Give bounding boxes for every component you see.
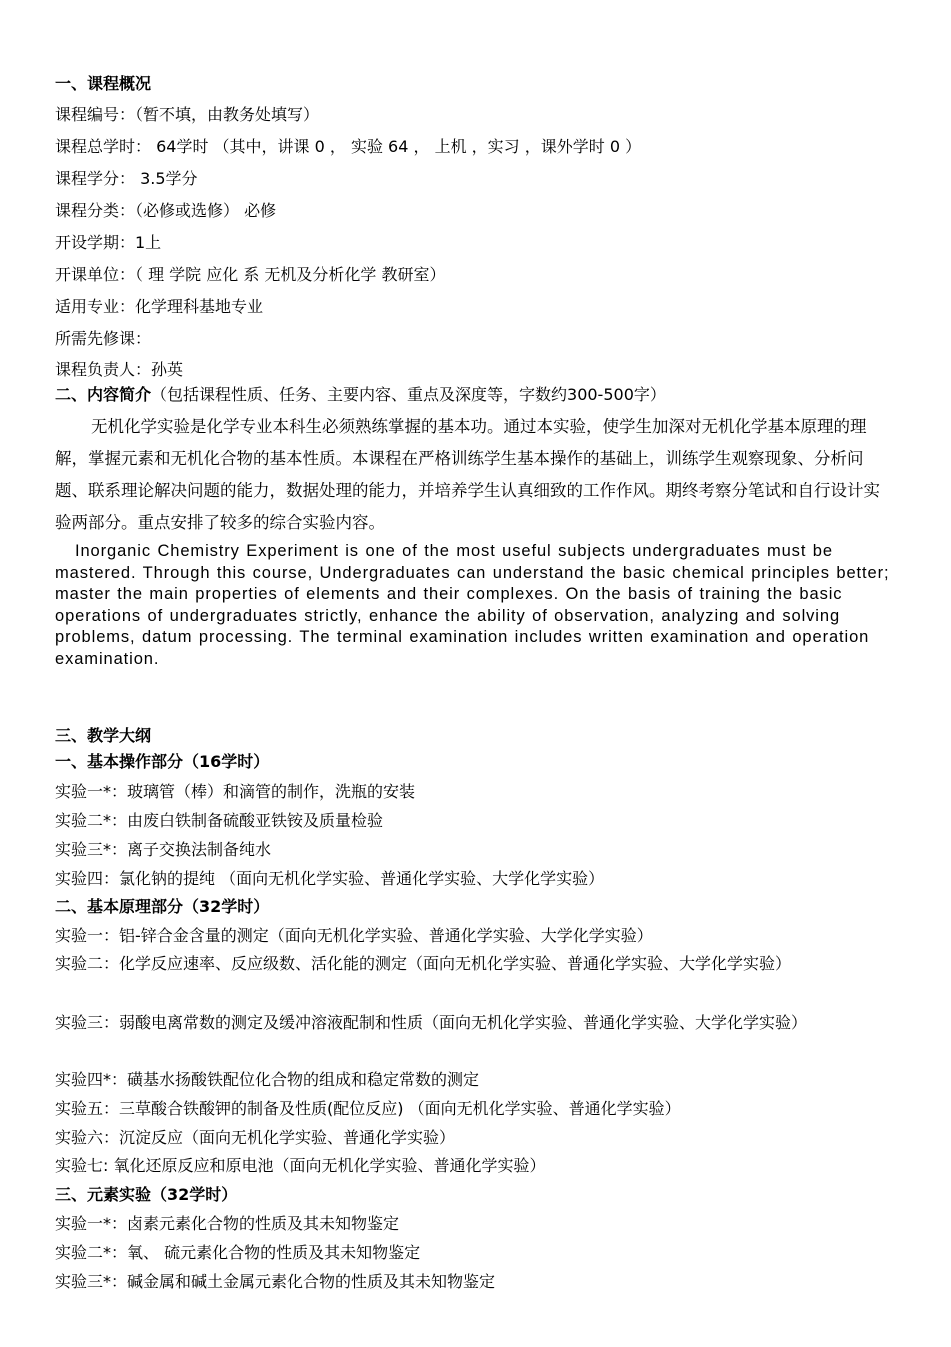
- course-hours: 课程总学时： 64学时 （其中，讲课 0 ， 实验 64 ， 上机 ，实习 ，课外学时 0 ）: [55, 137, 642, 156]
- course-major: 适用专业：化学理科基地专业: [55, 297, 264, 316]
- course-prerequisite: 所需先修课：: [55, 329, 152, 348]
- part1-item: 实验三*：离子交换法制备纯水: [55, 840, 272, 859]
- course-category: 课程分类：（必修或选修） 必修: [55, 201, 277, 220]
- course-unit: 开课单位：（ 理 学院 应化 系 无机及分析化学 教研室）: [55, 265, 446, 284]
- part2-item: 实验一：铝-锌合金含量的测定（面向无机化学实验、普通化学实验、大学化学实验）: [55, 926, 653, 945]
- english-intro-text: Inorganic Chemistry Experiment is one of the most useful subjects undergraduates must be mastered. Through this course, Undergraduates can understand the basic chemical principles better; master the main properties of elements and their complexes. On the basis of training the basic operations of undergraduates strictly, enhance the ability of observation, analyzing and solving problems, datum processing. The terminal examination includes written examination and operation examination.: [55, 542, 890, 668]
- part2-item: 实验五：三草酸合铁酸钾的制备及性质(配位反应) （面向无机化学实验、普通化学实验）: [55, 1099, 681, 1118]
- part1-item: 实验一*：玻璃管（棒）和滴管的制作，洗瓶的安装: [55, 782, 416, 801]
- course-code: 课程编号：（暂不填，由教务处填写）: [55, 105, 320, 124]
- part2-item: 实验六：沉淀反应（面向无机化学实验、普通化学实验）: [55, 1128, 456, 1147]
- course-leader: 课程负责人：孙英: [55, 360, 184, 379]
- course-semester: 开设学期：1上: [55, 233, 162, 252]
- section1-heading: 一、课程概况: [55, 74, 152, 93]
- section2-heading: 二、内容简介: [55, 385, 152, 404]
- part3-item: 实验二*：氧、 硫元素化合物的性质及其未知物鉴定: [55, 1243, 421, 1262]
- part2-title: 二、基本原理部分（32学时）: [55, 897, 270, 916]
- part2-item: 实验二：化学反应速率、反应级数、活化能的测定（面向无机化学实验、普通化学实验、大学化学实验）: [55, 954, 792, 973]
- part1-item: 实验四：氯化钠的提纯 （面向无机化学实验、普通化学实验、大学化学实验）: [55, 869, 605, 888]
- section2-heading-line: [55, 385, 666, 405]
- chinese-intro-paragraph: [55, 411, 885, 539]
- section2-heading-note: （包括课程性质、任务、主要内容、重点及深度等，字数约300-500字）: [151, 385, 666, 404]
- part2-item: 实验四*：磺基水扬酸铁配位化合物的组成和稳定常数的测定: [55, 1070, 480, 1089]
- english-intro-paragraph: [55, 541, 890, 671]
- part1-item: 实验二*：由废白铁制备硫酸亚铁铵及质量检验: [55, 811, 384, 830]
- part2-item: 实验七: 氧化还原反应和原电池（面向无机化学实验、普通化学实验）: [55, 1156, 546, 1175]
- section3-heading: 三、教学大纲: [55, 726, 152, 745]
- course-credits: 课程学分： 3.5学分: [55, 169, 198, 188]
- part3-item: 实验三*：碱金属和碱土金属元素化合物的性质及其未知物鉴定: [55, 1272, 496, 1291]
- part1-title: 一、基本操作部分（16学时）: [55, 752, 270, 771]
- part2-item: 实验三：弱酸电离常数的测定及缓冲溶液配制和性质（面向无机化学实验、普通化学实验、大学化学实验）: [55, 1013, 808, 1032]
- part3-item: 实验一*：卤素元素化合物的性质及其未知物鉴定: [55, 1214, 400, 1233]
- part3-title: 三、元素实验（32学时）: [55, 1185, 238, 1204]
- chinese-intro-text: 无机化学实验是化学专业本科生必须熟练掌握的基本功。通过本实验，使学生加深对无机化学基本原理的理解，掌握元素和无机化合物的基本性质。本课程在严格训练学生基本操作的基础上，训练学生观察现象、分析问题、联系理论解决问题的能力，数据处理的能力，并培养学生认真细致的工作作风。期终考察分笔试和自行设计实验两部分。重点安排了较多的综合实验内容。: [55, 417, 880, 532]
